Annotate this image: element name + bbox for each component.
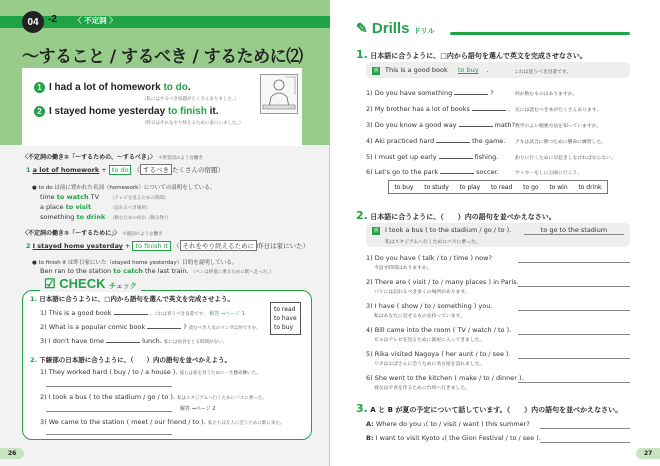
- pencil-note-icon: ✎: [356, 20, 368, 36]
- drill-q1-item-4: 4) Aki practiced hard the game.: [366, 137, 506, 145]
- check-q1-item-3: 3) I don't have time lunch. 私には昼食をとる時間がない。: [40, 337, 227, 345]
- check-q1-choices: to read to have to buy: [270, 302, 301, 335]
- section3-heading: 〈不定詞の働き③「～するために」〉 ＊副詞のような働き: [22, 230, 163, 237]
- phrase-1: time to watch TV: [40, 193, 100, 201]
- drill-q2-item-5: 5) Rika visited Nagoya ( her aunt / to / see ).: [366, 350, 511, 358]
- phrase-1-jp: （テレビを見るための時間）: [110, 196, 169, 201]
- drill-q2-answer-4[interactable]: [518, 334, 630, 335]
- drill-q2-item-6: 6) She went to the kitchen ( make / to / dinner ).: [366, 374, 524, 382]
- drill-q2-item-2: 2) There are ( visit / to / many places ) in Paris.: [366, 278, 519, 286]
- lesson-sub: -2: [48, 14, 57, 25]
- example-1: 1 I had a lot of homework to do.: [34, 82, 191, 93]
- check-q2-instruction: 2. 下線部の日本語に合うように、（ ）内の語句を並べかえよう。: [30, 356, 232, 364]
- drill-q1-word-list: to buy to study to play to read to go to win to drink: [388, 180, 608, 194]
- drill-q2-item-3: 3) I have ( show / to / something ) you.: [366, 302, 493, 310]
- section2-heading: 〈不定詞の働き②「～するための、～するべき」〉 ＊形容詞のような働き: [22, 154, 203, 161]
- drill-q3-answer-1[interactable]: [540, 428, 630, 429]
- example-icon: 例: [373, 68, 379, 74]
- drill-q3-item-b: B: I want to visit Kyoto ₂( the Gion Festival / to / see ).: [366, 434, 541, 442]
- check-q2-answer-2[interactable]: [46, 411, 172, 412]
- drill-q2-instruction: 2. 日本語に合うように、（ ）内の語句を並べかえなさい。: [356, 209, 556, 222]
- drills-rule: [450, 32, 630, 35]
- example-icon: 例: [373, 228, 379, 234]
- check-q2-answer-3[interactable]: [46, 434, 172, 435]
- check-heading: ☑ CHECK チェック: [40, 276, 141, 292]
- drill-q2-item-1: 1) Do you have ( talk / to / time ) now?: [366, 254, 492, 262]
- drill-q2-example: 例 I took a bus ( to the stadium / go / to ). to go to the stadium 私はスタジアムへ行くためにバスに乗った。: [366, 223, 630, 247]
- check-q2-ref: 解答 ⇒ページ 2: [180, 406, 216, 412]
- example-box: [22, 68, 302, 146]
- section2-explanation: ● to do は前に置かれた名詞（homework）についての説明をしている。: [32, 185, 216, 191]
- check-q1-instruction: 1. 日本語に合うように、□内から語句を選んで英文を完成させよう。: [30, 295, 234, 303]
- right-page: ✎ Drills ドリル 1. 日本語に合うように、□内から語句を選んで英文を完成させなさい。 例 This is a good book to buy . これは買うべき良書です。 1) Do you have something ? 何か飲むものはありますか。 2) My brother has a lot of books . 兄には読むべき本がたくさんあります。 3) Do you know a good way math? 数学のよい勉強方法を知っていますか。 4) Aki practiced hard the game. アキは試合に勝つために懸命に練習した。 5) I must get up early fishing. 釣りに行くために早起きしなければならない。 6) Let's go to the park soccer. サッカーをしに公園に行こう。 to buy to study to play to read to go to win to drink 2. 日本語に合うように、（ ）内の語句を並べかえなさい。 例 I took a bus ( to the stadium / go / to ). to go to the stadium 私はスタジアムへ行くためにバスに乗った。 1) Do you have ( talk / to / time ) now? 今話す時間はありますか。 2) There are ( visit / to / many places ) in Paris. パリには訪れるべき多くの場所があります。 3) I have ( show / to / something ) you. 私はあなたに見せるものを持っています。 4) Bill came into the room ( TV / watch / to ). ビルはテレビを見るために部屋に入ってきました。 5) Rika visited Nagoya ( her aunt / to / see ). リカはおばさんに会うために名古屋を訪れました。 6) She went to the kitchen ( make / to / dinner ). 彼女は夕食を作るために台所へ行きました。 3. A と B が夏の予定について話しています。（ ）内の語句を並べかえなさい。 A: Where do you ₁( to / visit / want ) this summer? B: I want to visit Kyoto ₂( the Gion Festival / to / see ). 27: [330, 0, 660, 466]
- phrase-3: something to drink: [40, 213, 106, 221]
- page-number-right: 27: [636, 448, 660, 459]
- drill-q2-answer-5[interactable]: [518, 358, 630, 359]
- check-q1-item-1: 1) This is a good book . これは買うべき良書です。 解答 ⇒ページ 1: [40, 309, 245, 317]
- drills-heading: ✎ Drills ドリル: [356, 20, 435, 37]
- drill-q1-item-2: 2) My brother has a lot of books .: [366, 105, 510, 113]
- example-2-translation: （昨日はそれをやり終えるために家にいました。）: [142, 121, 244, 126]
- student-illustration: [260, 74, 298, 114]
- drill-q2-answer-1[interactable]: [518, 262, 630, 263]
- drill-q1-item-6: 6) Let's go to the park soccer.: [366, 168, 499, 176]
- phrase-2-jp: （訪れるべき場所）: [110, 206, 151, 211]
- example-1-translation: （私にはやるべき宿題がたくさんありました。）: [142, 97, 239, 102]
- drill-q3-answer-2[interactable]: [540, 442, 630, 443]
- drill-q2-answer-6[interactable]: [518, 382, 630, 383]
- check-q2-item-2: 2) I took a bus ( to the stadium / go / to ). 私はスタジアムへ行くためにバスに乗った。: [40, 393, 267, 401]
- section3-example: Ben ran to the station to catch the last train. （ベンは終電に乗るために駅へ走った。）: [40, 267, 275, 275]
- drill-q1-item-3: 3) Do you know a good way math?: [366, 121, 515, 129]
- lesson-number: 04: [22, 11, 44, 33]
- phrase-2: a place to visit: [40, 203, 92, 211]
- checkbox-icon: ☑: [44, 276, 56, 291]
- page-title: ～すること / するべき / するために⑵: [22, 47, 303, 67]
- phrase-3-jp: （飲むための何か（飲み物））: [110, 216, 171, 221]
- check-q1-item-2: 2) What is a popular comic book ? 読むべき人気のマンガは何ですか。: [40, 323, 261, 331]
- drill-q1-instruction: 1. 日本語に合うように、□内から語句を選んで英文を完成させなさい。: [356, 48, 587, 61]
- lesson-category: 〈 不定詞 〉: [74, 16, 117, 25]
- section2-formula: 1 a lot of homework + to do （ するべき たくさんの宿題）: [26, 166, 225, 174]
- drill-q3-instruction: 3. A と B が夏の予定について話しています。（ ）内の語句を並べかえなさい。: [356, 402, 623, 415]
- drill-q2-answer-3[interactable]: [518, 310, 630, 311]
- drill-q2-answer-2[interactable]: [518, 286, 630, 287]
- drill-q1-item-1: 1) Do you have something ?: [366, 89, 494, 97]
- drill-q1-example: 例 This is a good book to buy . これは買うべき良書です。: [366, 62, 630, 78]
- drill-q3-item-a: A: Where do you ₁( to / visit / want ) this summer?: [366, 420, 530, 428]
- example-2: 2 I stayed home yesterday to finish it.: [34, 106, 219, 117]
- drill-q1-item-5: 5) I must get up early fishing.: [366, 153, 499, 161]
- check-q2-item-1: 1) They worked hard ( buy / to / a house ). 彼らは家を買うために一生懸命働いた。: [40, 368, 261, 376]
- check-q2-answer-1[interactable]: [46, 386, 172, 387]
- section3-explanation: ● to finish it は昨日家にいた（stayed home yesterday）目的を説明している。: [32, 260, 238, 266]
- page-number-left: 26: [0, 448, 24, 459]
- check-q2-item-3: 3) We came to the station ( meet / our friend / to ). 私たちは友人に会うために駅に来た。: [40, 418, 285, 426]
- drill-q2-item-4: 4) Bill came into the room ( TV / watch / to ).: [366, 326, 512, 334]
- section3-formula: 2 I stayed home yesterday + to finish it （ それをやり終えるために 昨日は家にいた）: [26, 242, 310, 250]
